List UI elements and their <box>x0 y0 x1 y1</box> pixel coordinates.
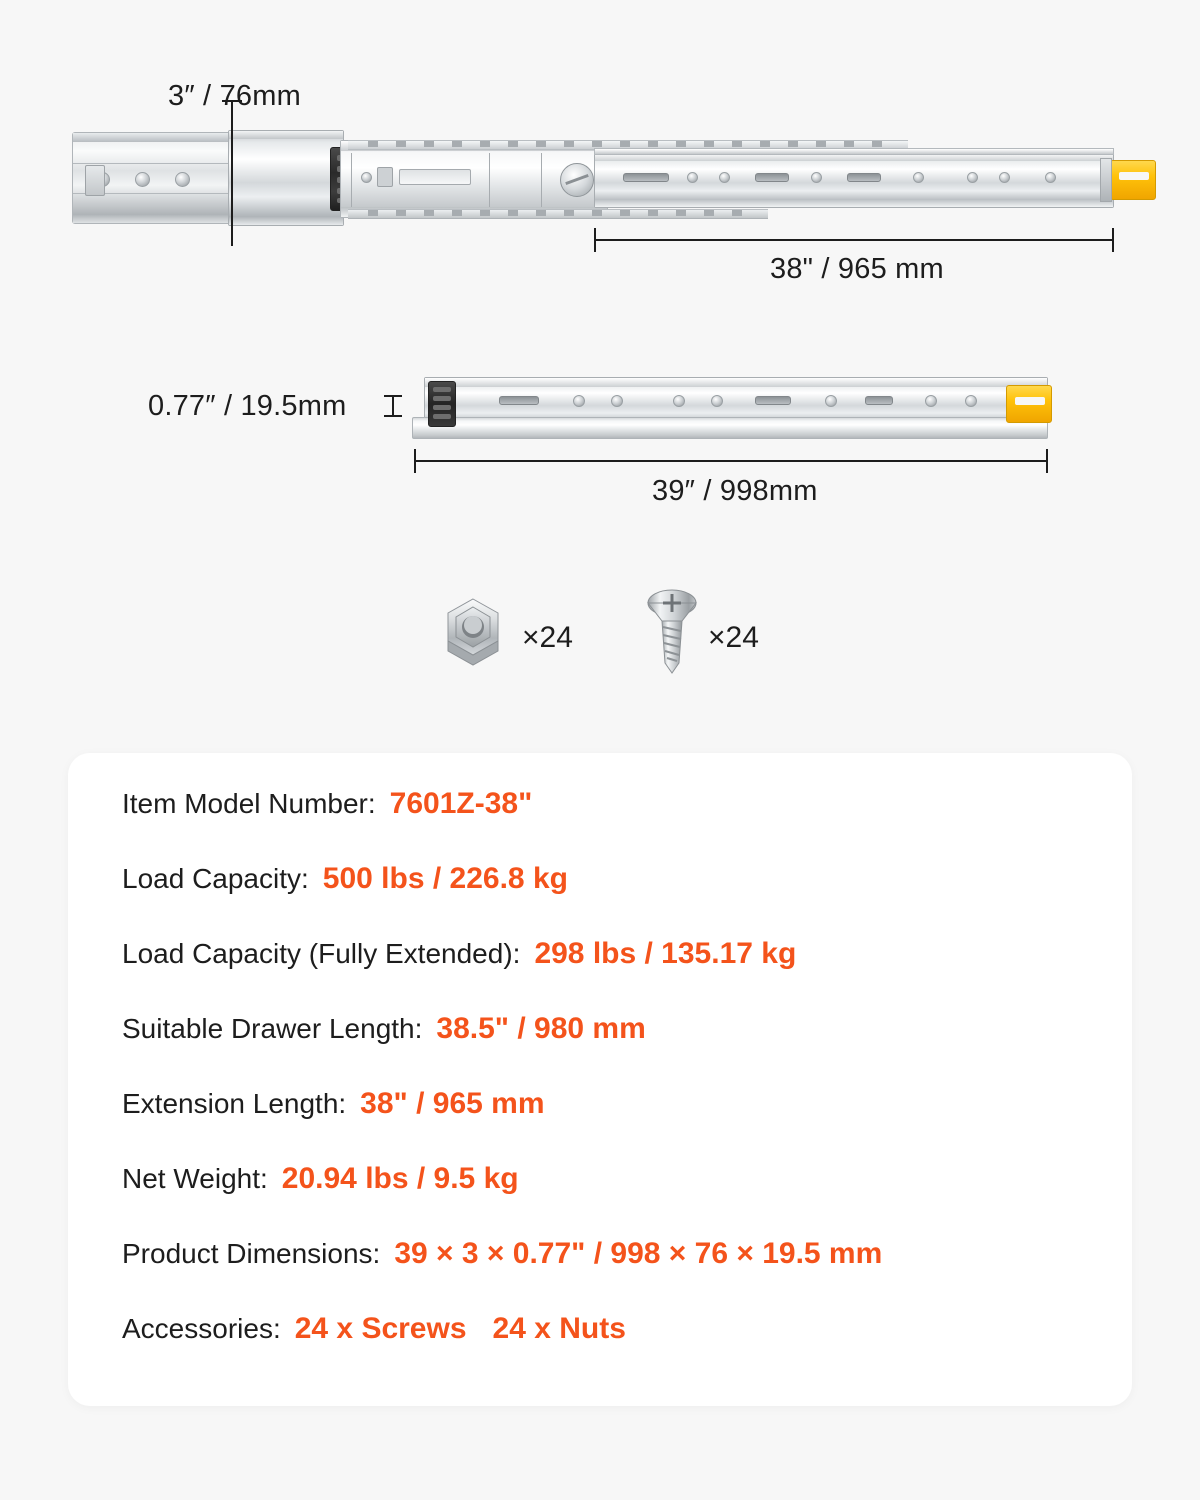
extension-dimension-line <box>594 239 1114 241</box>
rail-end-cap <box>1100 158 1112 202</box>
bottom-rail-diagram <box>0 355 1200 525</box>
spec-value: 38.5" / 980 mm <box>436 1012 646 1045</box>
spec-row <box>68 1312 1132 1387</box>
pivot-screw-icon <box>560 163 594 197</box>
spec-row <box>68 1237 1132 1312</box>
length-dimension-tick-right <box>1046 449 1048 473</box>
rail-inner-member <box>594 152 1114 208</box>
spec-row <box>68 1012 1132 1087</box>
top-rail-diagram <box>0 0 1200 310</box>
spec-row <box>68 1087 1132 1162</box>
bearing-carriage <box>428 381 456 427</box>
specification-card <box>68 753 1132 1406</box>
spec-value: 500 lbs / 226.8 kg <box>322 862 568 895</box>
flat-head-screw-icon <box>638 587 706 675</box>
bottom-rail-thickness-label: 0.77″ / 19.5mm <box>148 390 347 422</box>
hex-nut-count: ×24 <box>522 621 573 654</box>
height-dimension-line <box>231 100 233 246</box>
spec-row <box>68 862 1132 937</box>
top-rail-extension-label: 38" / 965 mm <box>770 253 944 285</box>
spec-value: 38" / 965 mm <box>360 1087 545 1120</box>
release-lever <box>1006 385 1052 423</box>
flat-head-screw-count: ×24 <box>708 621 759 654</box>
spec-value: 7601Z-38" <box>389 787 533 820</box>
spec-row <box>68 1162 1132 1237</box>
length-dimension-tick-left <box>414 449 416 473</box>
rail-intermediate-member <box>228 130 344 226</box>
thickness-dimension-tick-top <box>384 395 402 397</box>
mounting-hole <box>135 172 150 187</box>
perforation-strip-bottom <box>348 207 768 219</box>
spec-label: Load Capacity (Fully Extended): <box>122 938 521 969</box>
extension-dimension-tick-right <box>1112 228 1114 252</box>
spec-label: Extension Length: <box>122 1088 347 1119</box>
bottom-rail-length-label: 39″ / 998mm <box>652 475 818 507</box>
spec-label: Suitable Drawer Length: <box>122 1013 423 1044</box>
thickness-dimension-line <box>392 395 394 417</box>
top-rail-height-label: 3″ / 76mm <box>168 80 301 112</box>
spec-label: Accessories: <box>122 1313 281 1344</box>
thickness-dimension-tick-bottom <box>384 415 402 417</box>
spec-row <box>68 937 1132 1012</box>
rail-top-lip <box>594 148 1114 155</box>
spec-value: 39 × 3 × 0.77" / 998 × 76 × 19.5 mm <box>394 1237 883 1270</box>
spec-row <box>68 787 1132 862</box>
release-lever <box>1110 160 1156 200</box>
hardware-row <box>0 585 1200 695</box>
extension-dimension-tick-left <box>594 228 596 252</box>
spec-label: Net Weight: <box>122 1163 268 1194</box>
spec-label: Product Dimensions: <box>122 1238 381 1269</box>
spec-value: 298 lbs / 135.17 kg <box>534 937 797 970</box>
hex-nut-icon <box>440 595 506 669</box>
spec-label: Load Capacity: <box>122 863 309 894</box>
length-dimension-line <box>414 460 1048 462</box>
spec-value: 24 x Screws <box>294 1312 467 1345</box>
closed-rail-lower-plate <box>412 417 1048 439</box>
spec-value: 20.94 lbs / 9.5 kg <box>281 1162 519 1195</box>
spec-value-secondary: 24 x Nuts <box>492 1312 626 1345</box>
spec-label: Item Model Number: <box>122 788 376 819</box>
mounting-hole <box>175 172 190 187</box>
